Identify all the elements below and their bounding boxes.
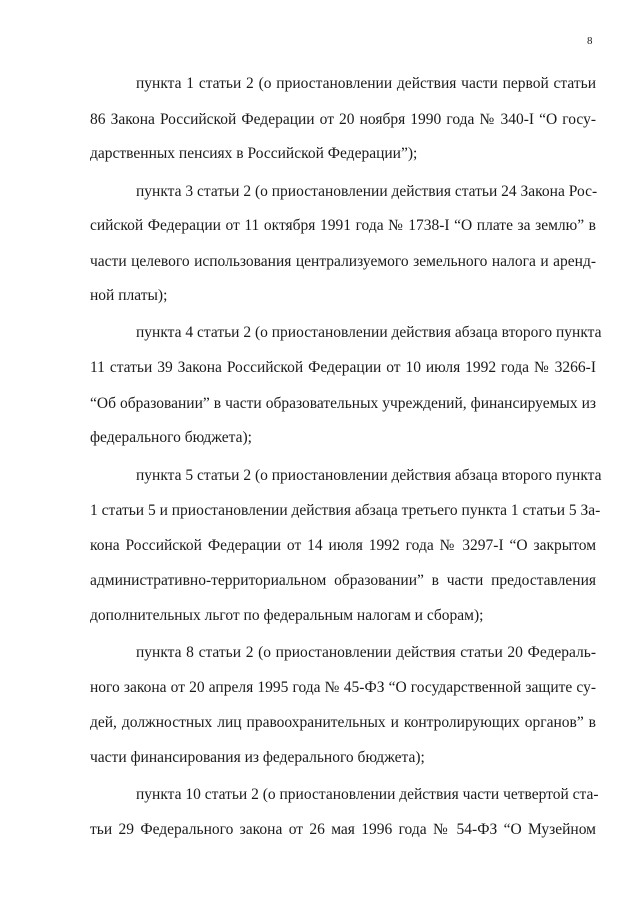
paragraph-4-line-3: кона Российской Федерации от 14 июля 1992 года № 3297-I “О закрытом — [90, 537, 596, 554]
paragraph-2-line-1: пункта 3 статьи 2 (о приостановлении действия статьи 24 Закона Рос- — [136, 183, 598, 200]
paragraph-4-line-2: 1 статьи 5 и приостановлении действия абзаца третьего пункта 1 статьи 5 За- — [90, 502, 601, 519]
page-number: 8 — [587, 35, 593, 47]
paragraph-5-line-3: дей, должностных лиц правоохранительных и контролирующих органов” в — [90, 714, 596, 731]
paragraph-4-line-4: административно-территориальном образовании” в части предоставления — [90, 572, 596, 589]
paragraph-2-line-3: части целевого использования централизуемого земельного налога и аренд- — [90, 253, 596, 270]
paragraph-3-line-4: федерального бюджета); — [90, 429, 252, 446]
paragraph-1-line-1: пункта 1 статьи 2 (о приостановлении действия части первой статьи — [136, 75, 596, 92]
paragraph-5-line-4: части финансирования из федерального бюджета); — [90, 749, 425, 766]
paragraph-2-line-4: ной платы); — [90, 287, 168, 304]
paragraph-6-line-2: тьи 29 Федерального закона от 26 мая 1996 года № 54-ФЗ “О Музейном — [90, 821, 596, 838]
paragraph-3-line-1: пункта 4 статьи 2 (о приостановлении действия абзаца второго пункта — [136, 324, 602, 341]
paragraph-5-line-2: ного закона от 20 апреля 1995 года № 45-ФЗ “О государственной защите су- — [90, 679, 596, 696]
paragraph-1-line-2: 86 Закона Российской Федерации от 20 ноября 1990 года № 340-I “О госу- — [90, 111, 596, 128]
paragraph-3-line-2: 11 статьи 39 Закона Российской Федерации от 10 июля 1992 года № 3266-I — [90, 359, 596, 376]
paragraph-6-line-1: пункта 10 статьи 2 (о приостановлении действия части четвертой ста- — [136, 786, 599, 803]
paragraph-4-line-1: пункта 5 статьи 2 (о приостановлении действия абзаца второго пункта — [136, 467, 602, 484]
paragraph-4-line-5: дополнительных льгот по федеральным налогам и сборам); — [90, 607, 484, 624]
paragraph-2-line-2: сийской Федерации от 11 октября 1991 года № 1738-I “О плате за землю” в — [90, 217, 596, 234]
paragraph-3-line-3: “Об образовании” в части образовательных учреждений, финансируемых из — [90, 395, 596, 412]
paragraph-5-line-1: пункта 8 статьи 2 (о приостановлении действия статьи 20 Федераль- — [136, 644, 596, 661]
paragraph-1-line-3: дарственных пенсиях в Российской Федерации”); — [90, 145, 418, 162]
